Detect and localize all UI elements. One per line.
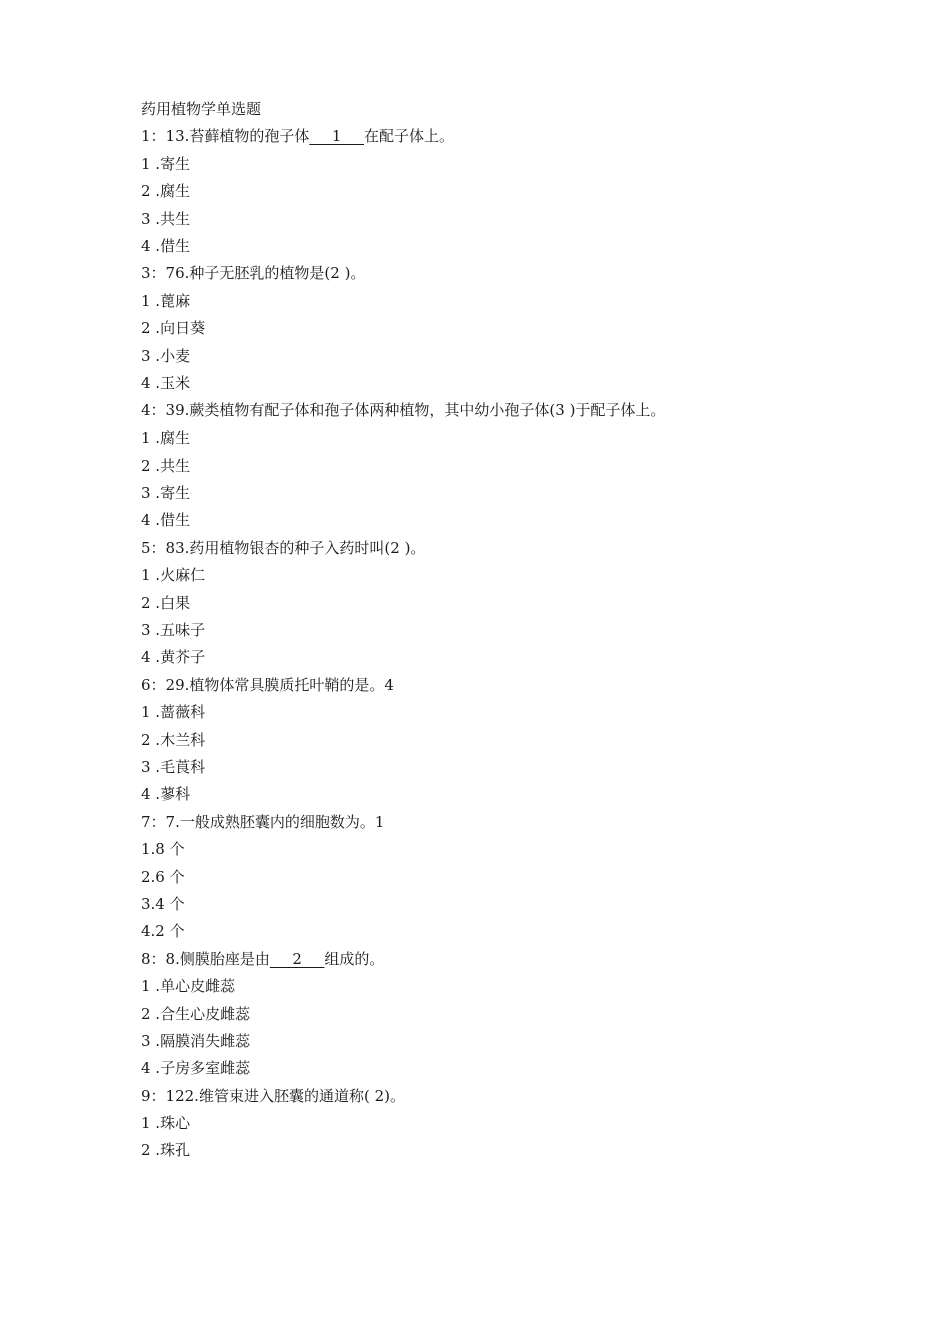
document-title: 药用植物学单选题 [141, 100, 262, 118]
option-q4-3: 3 .寄生 [141, 484, 191, 503]
question-1 [141, 123, 701, 150]
option-q4-2: 2 .共生 [141, 456, 191, 475]
option-q8-1: 1 .单心皮雌蕊 [141, 977, 236, 996]
option-q3-3: 3 .小麦 [141, 346, 191, 365]
option-q5-3: 3 .五味子 [141, 621, 206, 640]
option-q4-4: 4 .借生 [141, 511, 191, 530]
option-q1-2: 2 .腐生 [141, 182, 191, 201]
option-q4-1: 1 .腐生 [141, 429, 191, 448]
option-q6-4: 4 .蓼科 [141, 785, 191, 804]
question-4: 4：39.蕨类植物有配子体和孢子体两种植物，其中幼小孢子体(3 )于配子体上。 [141, 401, 666, 420]
question-8 [141, 946, 701, 973]
question-1-suffix: 在配子体上。 [363, 127, 454, 146]
document-body [141, 96, 701, 1165]
option-q7-1: 1.8 个 [141, 840, 185, 859]
option-q3-1: 1 .蓖麻 [141, 291, 191, 310]
question-5: 5：83.药用植物银杏的种子入药时叫(2 )。 [141, 538, 426, 557]
option-q7-2: 2.6 个 [141, 867, 185, 886]
question-1-prefix: 1：13.苔藓植物的孢子体 [141, 127, 310, 146]
option-q8-2: 2 .合生心皮雌蕊 [141, 1004, 251, 1023]
option-q6-1: 1 .蔷薇科 [141, 703, 206, 722]
question-1-blank: ___1___ [309, 127, 364, 146]
option-q9-1: 1 .珠心 [141, 1114, 191, 1133]
option-q8-3: 3 .隔膜消失雌蕊 [141, 1031, 251, 1050]
option-q5-2: 2 .白果 [141, 593, 191, 612]
option-q7-4: 4.2 个 [141, 922, 185, 941]
option-q6-2: 2 .木兰科 [141, 730, 206, 749]
option-q1-1: 1 .寄生 [141, 154, 191, 173]
question-9: 9：122.维管束进入胚囊的通道称( 2)。 [141, 1086, 405, 1105]
question-7: 7：7.一般成熟胚囊内的细胞数为。1 [141, 812, 385, 831]
option-q1-4: 4 .借生 [141, 236, 191, 255]
option-q5-4: 4 .黄芥子 [141, 648, 206, 667]
option-q7-3: 3.4 个 [141, 894, 185, 913]
option-q9-2: 2 .珠孔 [141, 1141, 191, 1160]
option-q8-4: 4 .子房多室雌蕊 [141, 1059, 251, 1078]
question-6: 6：29.植物体常具膜质托叶鞘的是。4 [141, 675, 394, 694]
question-8-suffix: 组成的。 [324, 949, 385, 968]
option-q5-1: 1 .火麻仁 [141, 566, 206, 585]
question-8-prefix: 8：8.侧膜胎座是由 [141, 949, 270, 968]
option-q6-3: 3 .毛莨科 [141, 757, 206, 776]
question-3: 3：76.种子无胚乳的植物是(2 )。 [141, 264, 366, 283]
option-q1-3: 3 .共生 [141, 209, 191, 228]
option-q3-2: 2 .向日葵 [141, 319, 206, 338]
question-8-blank: ___2___ [269, 949, 325, 968]
option-q3-4: 4 .玉米 [141, 373, 191, 392]
